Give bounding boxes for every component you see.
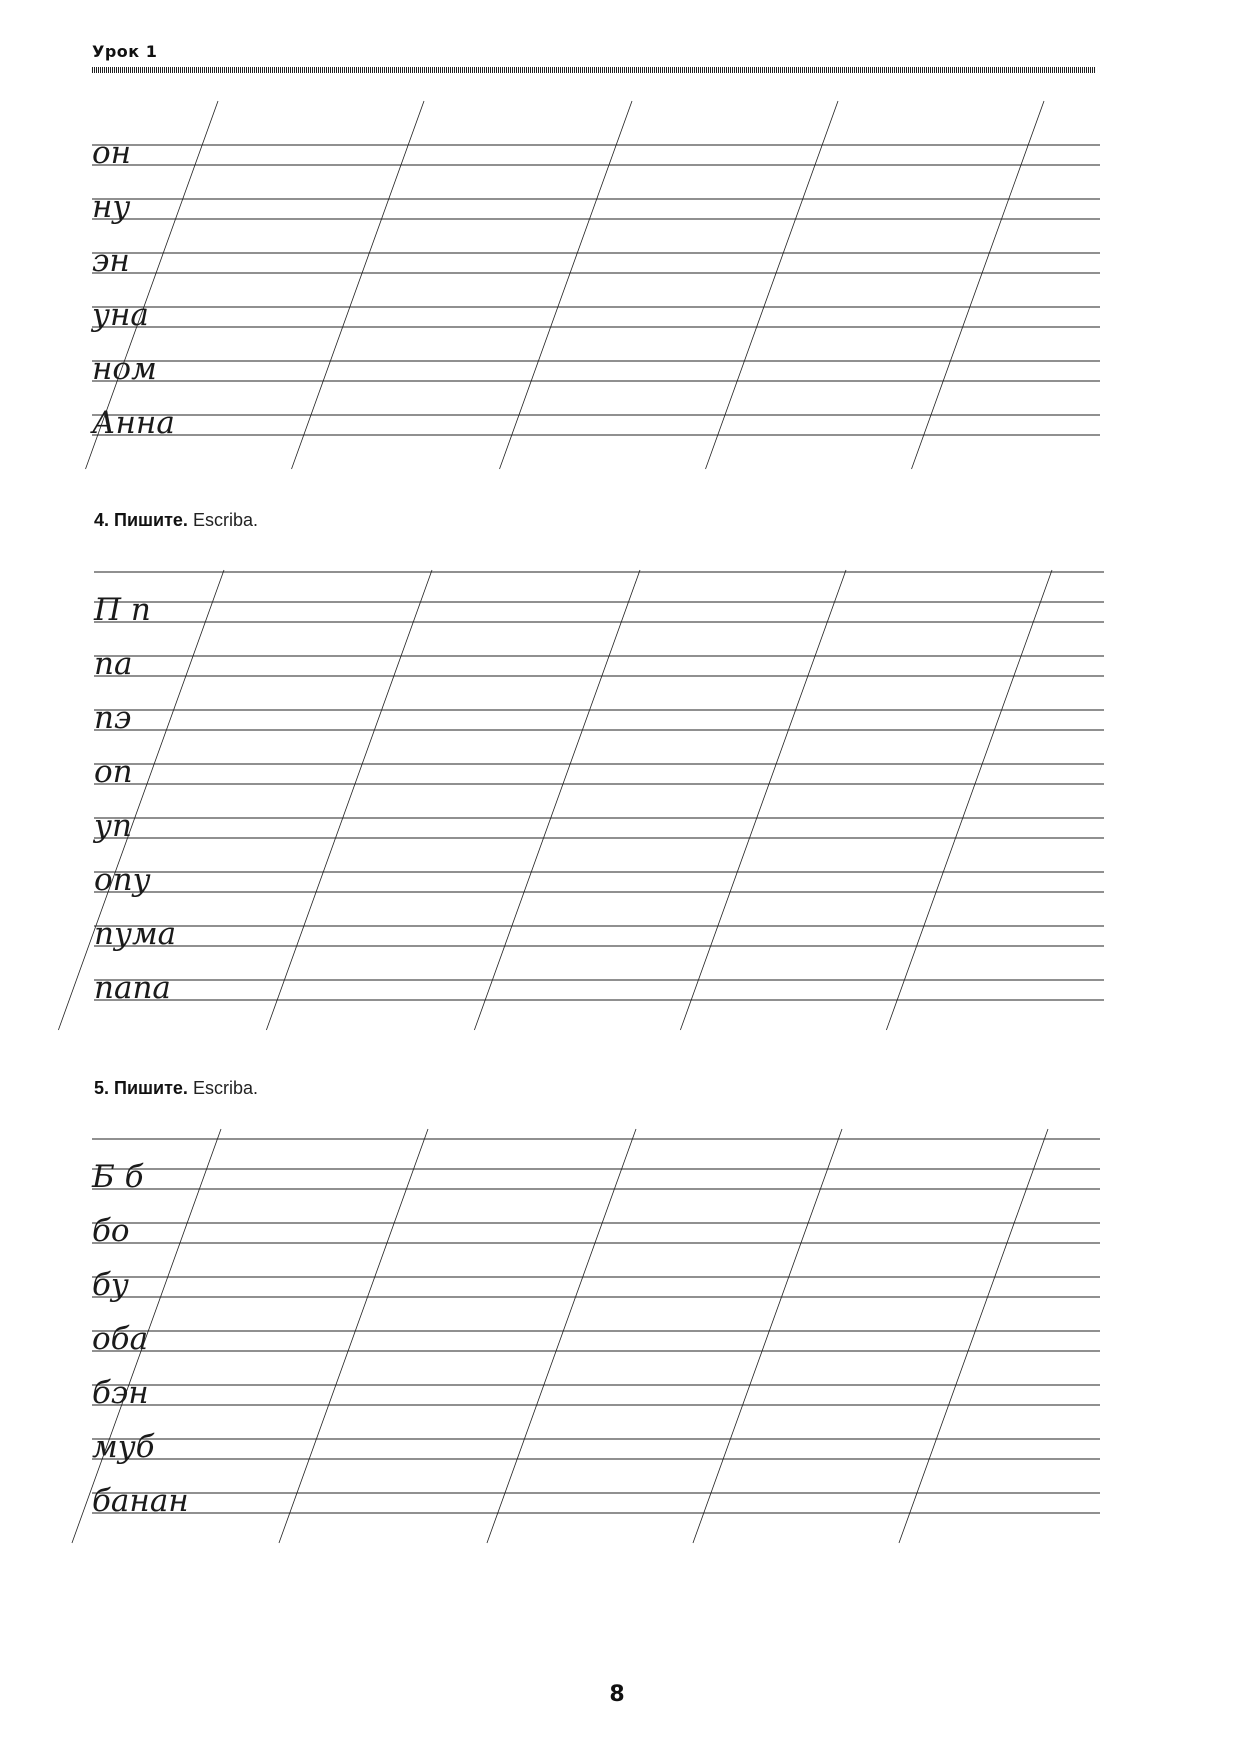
slant-guide-line [292,101,424,469]
sample-word: он [92,135,132,171]
slant-guide-line [899,1129,1048,1543]
slant-guide-line [680,570,846,1030]
sample-word: оп [94,754,133,790]
sample-word: Б б [92,1159,144,1195]
slant-guide-line [693,1129,842,1543]
slant-guide-line [487,1129,636,1543]
sample-word: эн [92,243,130,279]
sample-word: бу [92,1267,129,1303]
sample-word: ном [92,351,157,387]
slant-guide-line [706,101,838,469]
sample-word: Анна [92,405,175,441]
lesson-title: Урок 1 [92,42,158,61]
page-number: 8 [609,1682,625,1707]
sample-word: пума [94,916,177,952]
sample-word: уна [92,297,149,333]
sample-word: папа [94,970,171,1006]
slant-guide-line [58,570,224,1030]
slant-guide-line [500,101,632,469]
exercise-4-number: 4. [94,510,110,530]
sample-word: уп [94,808,132,844]
exercise-5-task: Пишите. [114,1078,188,1098]
slant-guide-line [912,101,1044,469]
sample-word: банан [92,1483,189,1519]
sample-word: па [94,646,133,682]
sample-word: ну [92,189,131,225]
slant-guide-line [279,1129,428,1543]
slant-guide-line [886,570,1052,1030]
slant-guide-line [266,570,432,1030]
sample-word: бэн [92,1375,149,1411]
sample-word: муб [92,1429,155,1465]
sample-word: оба [92,1321,149,1357]
slant-guide-line [474,570,640,1030]
exercise-4-task: Пишите. [114,510,188,530]
exercise-5-number: 5. [94,1078,110,1098]
exercise-5-translation: Escriba. [192,1078,258,1098]
sample-word: пэ [94,700,132,736]
sample-word: опу [94,862,151,898]
sample-word: П п [94,592,151,628]
sample-word: бо [92,1213,130,1249]
exercise-4-translation: Escriba. [192,510,258,530]
